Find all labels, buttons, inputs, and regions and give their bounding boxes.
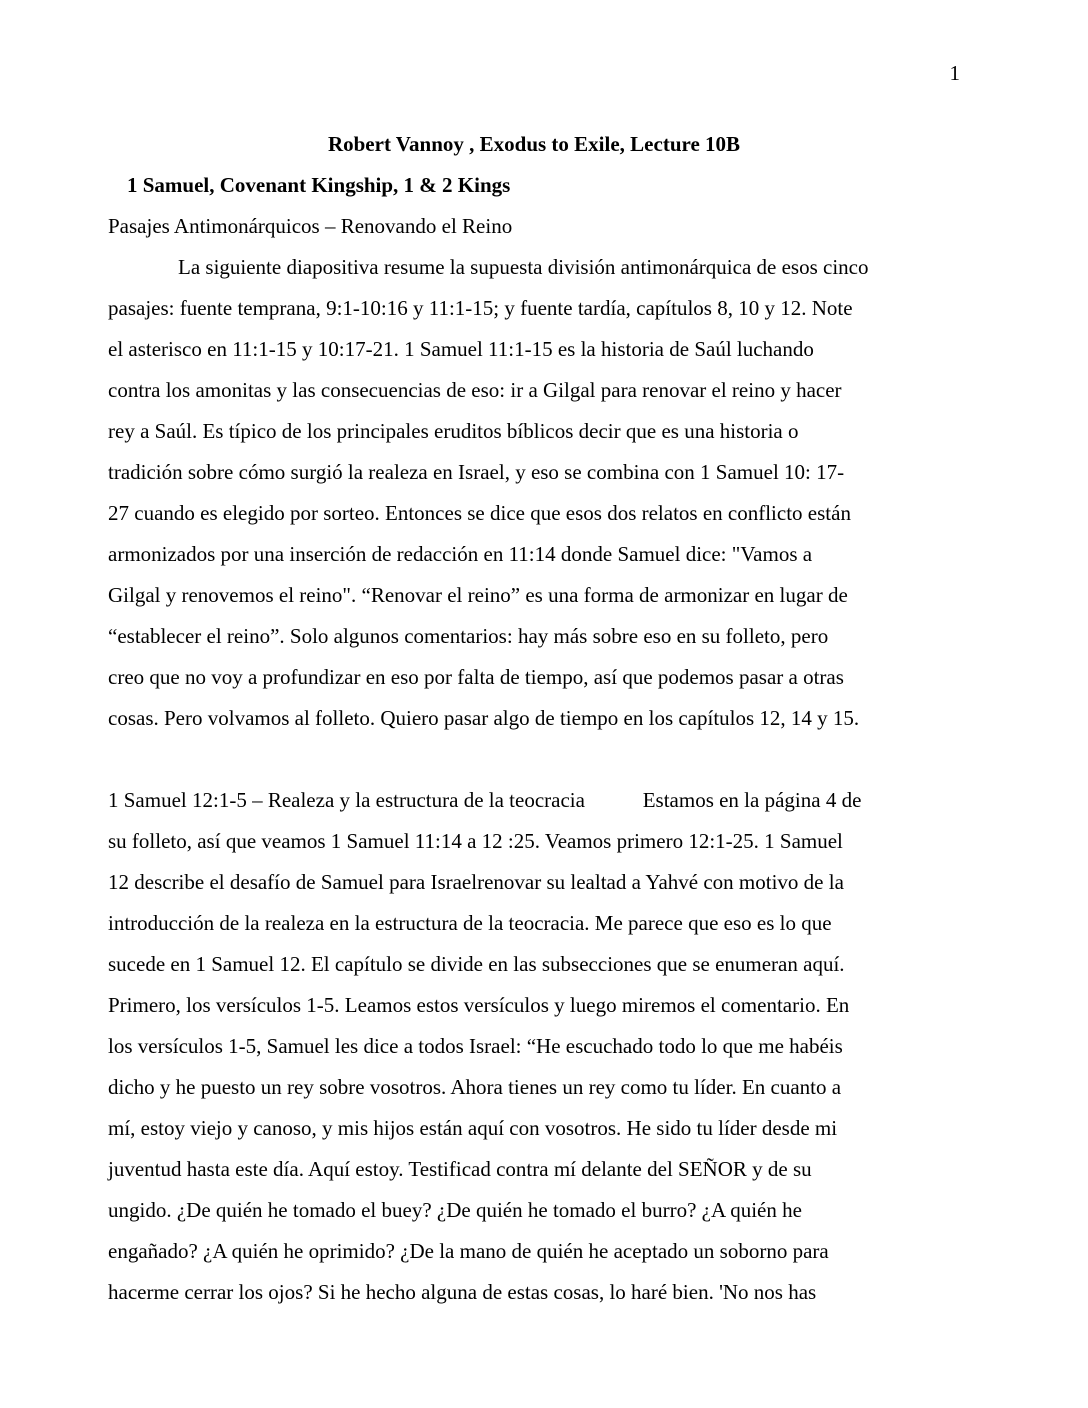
text-line: hacerme cerrar los ojos? Si he hecho alguna de estas cosas, lo haré bien. 'No nos has <box>108 1280 817 1304</box>
page-number: 1 <box>949 61 960 85</box>
text-line: cosas. Pero volvamos al folleto. Quiero pasar algo de tiempo en los capítulos 12, 14 y 15. <box>108 706 860 730</box>
text-line: pasajes: fuente temprana, 9:1-10:16 y 11:1-15; y fuente tardía, capítulos 8, 10 y 12. Note <box>108 296 853 320</box>
text-line: 1 Samuel 12:1-5 – Realeza y la estructura de la teocracia Estamos en la página 4 de <box>108 788 862 812</box>
section-heading: Pasajes Antimonárquicos – Renovando el Reino <box>108 214 513 238</box>
paragraph <box>108 247 960 739</box>
text-line: creo que no voy a profundizar en eso por falta de tiempo, así que podemos pasar a otras <box>108 665 844 689</box>
text-line: armonizados por una inserción de redacción en 11:14 donde Samuel dice: "Vamos a <box>108 542 813 566</box>
text-line: Gilgal y renovemos el reino". “Renovar el reino” es una forma de armonizar en lugar de <box>108 583 848 607</box>
text-line: contra los amonitas y las consecuencias de eso: ir a Gilgal para renovar el reino y hacer <box>108 378 842 402</box>
text-line: mí, estoy viejo y canoso, y mis hijos están aquí con vosotros. He sido tu líder desde mi <box>108 1116 838 1140</box>
lecture-title: Robert Vannoy , Exodus to Exile, Lecture 10B <box>327 132 741 156</box>
text-line: 27 cuando es elegido por sorteo. Entonces se dice que esos dos relatos en conflicto están <box>108 501 851 525</box>
text-line: el asterisco en 11:1-15 y 10:17-21. 1 Samuel 11:1-15 es la historia de Saúl luchando <box>108 337 814 361</box>
text-line: “establecer el reino”. Solo algunos comentarios: hay más sobre eso en su folleto, pero <box>108 624 829 648</box>
text-line: engañado? ¿A quién he oprimido? ¿De la mano de quién he aceptado un soborno para <box>108 1239 829 1263</box>
body-text <box>108 247 960 1313</box>
text-line: tradición sobre cómo surgió la realeza en Israel, y eso se combina con 1 Samuel 10: 17- <box>108 460 845 484</box>
document-content <box>108 124 960 1313</box>
text-line: dicho y he puesto un rey sobre vosotros. Ahora tienes un rey como tu líder. En cuanto a <box>108 1075 842 1099</box>
text-line: ungido. ¿De quién he tomado el buey? ¿De quién he tomado el burro? ¿A quién he <box>108 1198 802 1222</box>
text-line: Primero, los versículos 1-5. Leamos estos versículos y luego miremos el comentario. En <box>108 993 850 1017</box>
text-line: sucede en 1 Samuel 12. El capítulo se divide en las subsecciones que se enumeran aquí. <box>108 952 845 976</box>
lecture-subtitle: 1 Samuel, Covenant Kingship, 1 & 2 Kings <box>127 173 511 197</box>
text-line: 12 describe el desafío de Samuel para Israelrenovar su lealtad a Yahvé con motivo de la <box>108 870 844 894</box>
paragraph <box>108 780 960 1313</box>
text-line: los versículos 1-5, Samuel les dice a todos Israel: “He escuchado todo lo que me habéis <box>108 1034 843 1058</box>
text-line: introducción de la realeza en la estructura de la teocracia. Me parece que eso es lo que <box>108 911 832 935</box>
text-line: rey a Saúl. Es típico de los principales eruditos bíblicos decir que es una historia o <box>108 419 799 443</box>
text-line: juventud hasta este día. Aquí estoy. Testificad contra mí delante del SEÑOR y de su <box>108 1157 812 1181</box>
text-line: su folleto, así que veamos 1 Samuel 11:14 a 12 :25. Veamos primero 12:1-25. 1 Samuel <box>108 829 843 853</box>
text-line: La siguiente diapositiva resume la supuesta división antimonárquica de esos cinco <box>178 255 869 279</box>
